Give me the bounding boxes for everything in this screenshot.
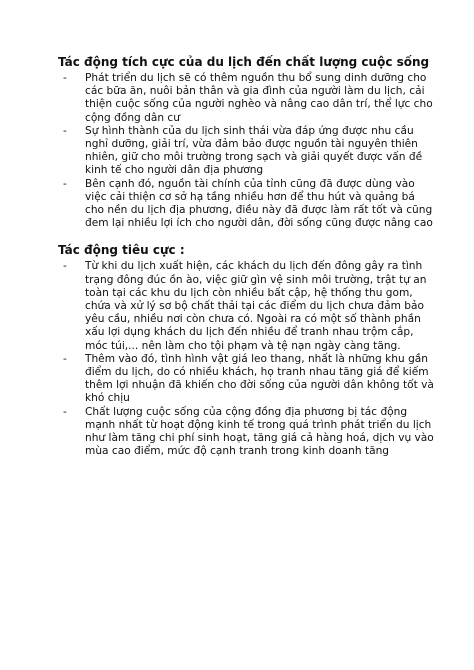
section-gap — [58, 230, 434, 243]
list-item-text: Phát triển du lịch sẽ có thêm nguồn thu bổ sung dinh dưỡng cho các bữa ăn, nuôi bản thân và gia đình của người làm du lịch, cải thiện cuộc sống của người nghèo và nâng cao dân trí, thể lực cho cộng đồng dân cư — [85, 72, 433, 124]
bullet-dash: - — [63, 124, 67, 137]
list-item — [58, 260, 434, 352]
list-item-text: Chất lượng cuộc sống của cộng đồng địa phương bị tác động mạnh nhất từ hoạt động kinh tế trong quá trình phát triển du lịch như làm tăng chi phí sinh hoạt, tăng giá cả hàng hoá, dịch vụ vào mùa cao điểm, mức độ cạnh tranh trong kinh doanh tăng — [85, 405, 434, 458]
list-item — [58, 353, 434, 406]
list-item-text: Bên cạnh đó, nguồn tài chính của tỉnh cũng đã được dùng vào việc cải thiện cơ sở hạ tầng nhiều hơn để thu hút và quảng bá cho nền du lịch địa phương, điều này đã được làm rất tốt và cũng đem lại nhiều lợi ích cho người dân, đời sống cũng được nâng cao — [85, 177, 433, 230]
bullet-dash: - — [63, 260, 67, 273]
section-title: Tác động tích cực của du lịch đến chất lượng cuộc sống — [58, 55, 430, 69]
list-item — [58, 178, 434, 231]
list-item-text: Sự hình thành của du lịch sinh thái vừa đáp ứng được nhu cầu nghỉ dưỡng, giải trí, vừa đảm bảo được nguồn tài nguyên thiên nhiên, giữ cho môi trường trong sạch và giải quyết được vấn đề kinh tế cho người dân địa phương — [85, 124, 423, 177]
section-title: Tác động tiêu cực : — [58, 243, 185, 258]
list-item — [58, 406, 434, 459]
list-item-text: Từ khi du lịch xuất hiện, các khách du lịch đến đông gây ra tình trạng đông đúc ồn ào, việc giữ gìn vệ sinh môi trường, trật tự an toàn tại các khu du lịch còn nhiều bất cập, hệ thống thu gom, chứa và xử lý sơ bộ chất thải tại các điểm du lịch chưa đảm bảo yêu cầu, nhiều nơi còn chưa có. Ngoài ra có một số thành phần xấu lợi dụng khách du lịch đến nhiều để tranh nhau trộm cắp, móc túi,... nên làm cho tội phạm và tệ nạn ngày càng tăng. — [85, 260, 427, 352]
bullet-dash: - — [63, 177, 67, 190]
list-item-text: Thêm vào đó, tình hình vật giá leo thang, nhất là những khu gần điểm du lịch, do có nhiều khách, họ tranh nhau tăng giá để kiếm thêm lợi nhuận đã khiến cho đời sống của người dân không tốt và khó chịu — [85, 352, 434, 405]
negative-impacts-section — [58, 243, 434, 458]
positive-impacts-section — [58, 55, 434, 230]
list-item — [58, 125, 434, 178]
bullet-list — [58, 72, 434, 230]
bullet-dash: - — [63, 352, 67, 365]
bullet-list — [58, 260, 434, 458]
bullet-dash: - — [63, 405, 67, 418]
list-item — [58, 72, 434, 125]
bullet-dash: - — [63, 72, 67, 84]
